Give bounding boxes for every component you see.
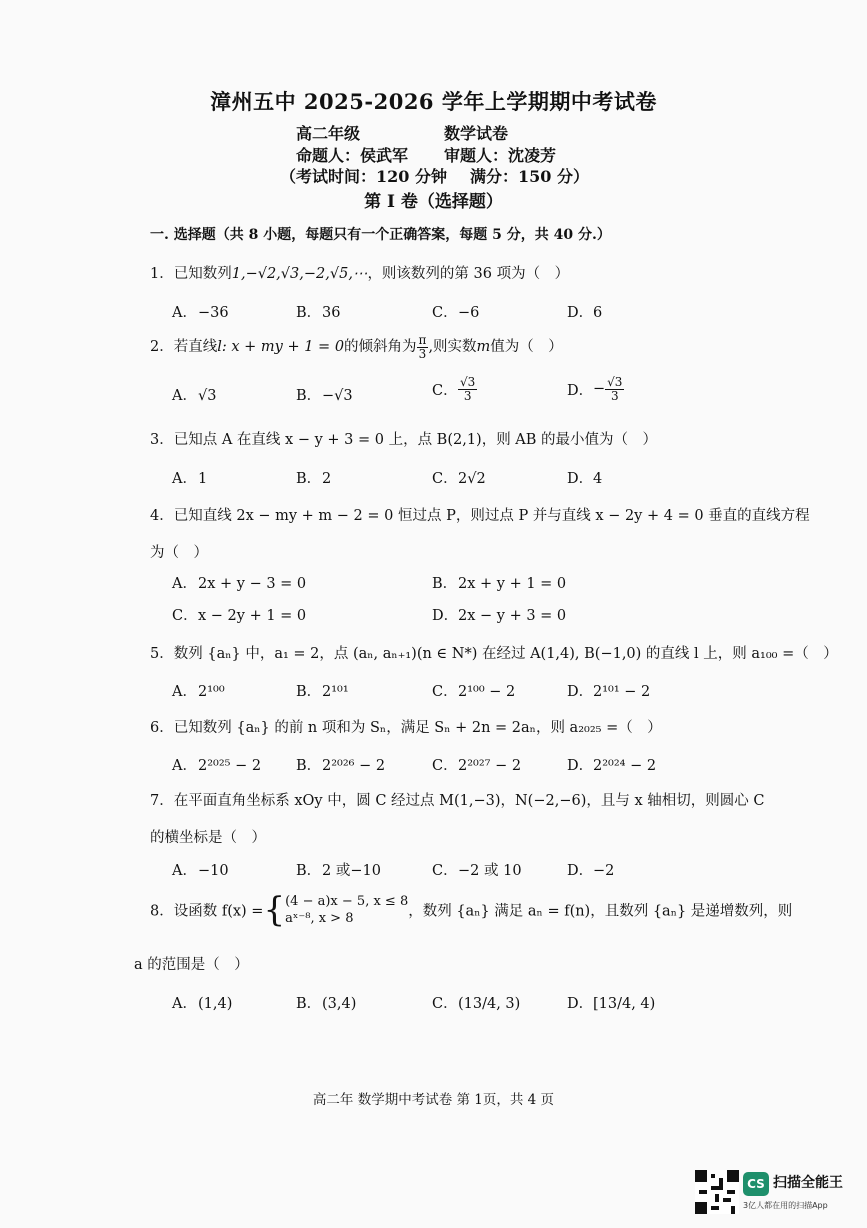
option-a[interactable]: A．√3 — [172, 388, 217, 404]
formula: 1,−√2,√3,−2,√5,⋯ — [231, 266, 368, 282]
option-c[interactable]: C． $\frac{√3}{3}$ — [432, 375, 476, 403]
option-a[interactable]: A．2²⁰²⁵ − 2 — [172, 758, 262, 774]
question-4: 4．已知直线 2x − my + m − 2 = 0 恒过点 P，则过点 P 并与直线 x − 2y + 4 = 0 垂直的直线方程 — [150, 508, 810, 524]
question-7: 7．在平面直角坐标系 xOy 中，圆 C 经过点 M(1,−3)，N(−2,−6)，且与 x 轴相切，则圆心 C — [150, 793, 765, 809]
option-c[interactable]: C．(13/4, 3) — [432, 996, 521, 1012]
question-8-cont: a 的范围是（ ） — [134, 957, 249, 973]
option-b[interactable]: B．−√3 — [296, 388, 353, 404]
option-d[interactable]: D．2x − y + 3 = 0 — [432, 608, 567, 624]
fraction: $\frac{\pi}{3}$ — [418, 333, 427, 361]
option-a[interactable]: A．−36 — [172, 305, 229, 321]
exam-title: 漳州五中 2025-2026 学年上学期期中考试卷 — [210, 89, 657, 114]
watermark-name: 扫描全能王 — [773, 1175, 843, 1191]
option-c[interactable]: C．2²⁰²⁷ − 2 — [432, 758, 522, 774]
option-a[interactable]: A．2¹⁰⁰ — [172, 684, 225, 700]
option-d[interactable]: D．− $\frac{√3}{3}$ — [567, 375, 623, 403]
option-a[interactable]: A．1 — [172, 471, 208, 487]
question-5: 5．数列 {aₙ} 中，a₁ = 2，点 (aₙ, aₙ₊₁)(n ∈ N*) 在经过 A(1,4), B(−1,0) 的直线 l 上，则 a₁₀₀ =（ ） — [150, 646, 838, 662]
question-1 — [150, 262, 569, 283]
option-a[interactable]: A．−10 — [172, 863, 229, 879]
option-d[interactable]: D．4 — [567, 471, 603, 487]
option-b[interactable]: B．2 或−10 — [296, 863, 381, 879]
full-score: 满分：150 分） — [470, 167, 589, 186]
piecewise-brace: { — [263, 890, 286, 930]
formula: l: x + my + 1 = 0 — [217, 339, 345, 356]
option-d[interactable]: D．[13/4, 4) — [567, 996, 656, 1012]
option-c[interactable]: C．−6 — [432, 305, 480, 321]
subject-label: 数学试卷 — [444, 124, 509, 143]
exam-time: （考试时间：120 分钟 — [280, 167, 447, 186]
question-text: 已知数列 — [173, 266, 232, 282]
grade-label: 高二年级 — [296, 124, 361, 143]
option-c[interactable]: C．2√2 — [432, 471, 486, 487]
option-c[interactable]: C．x − 2y + 1 = 0 — [172, 608, 307, 624]
option-d[interactable]: D．−2 — [567, 863, 615, 879]
option-d[interactable]: D．2¹⁰¹ − 2 — [567, 684, 651, 700]
option-b[interactable]: B．36 — [296, 305, 341, 321]
page-footer: 高二年 数学期中考试卷 第 1页，共 4 页 — [312, 1092, 555, 1108]
question-3: 3．已知点 A 在直线 x − y + 3 = 0 上，点 B(2,1)，则 AB 的最小值为（ ） — [150, 432, 658, 448]
question-text: ，则该数列的第 36 项为（ ） — [367, 266, 570, 282]
option-b[interactable]: B．2x + y + 1 = 0 — [432, 576, 567, 592]
option-b[interactable]: B．2¹⁰¹ — [296, 684, 349, 700]
watermark-tagline: 3亿人都在用的扫描App — [743, 1201, 828, 1210]
piecewise-cases: (4 − a)x − 5, x ≤ 8 aˣ⁻⁸, x > 8 — [285, 894, 409, 926]
question-6: 6．已知数列 {aₙ} 的前 n 项和为 Sₙ，满足 Sₙ + 2n = 2aₙ，则 a₂₀₂₅ =（ ） — [150, 720, 662, 736]
section-title: 第 I 卷（选择题） — [364, 192, 503, 212]
camscanner-logo: CS — [743, 1172, 769, 1196]
option-d[interactable]: D．2²⁰²⁴ − 2 — [567, 758, 657, 774]
fraction: $\frac{√3}{3}$ — [460, 375, 476, 403]
question-4-cont: 为（ ） — [150, 545, 208, 561]
option-c[interactable]: C．2¹⁰⁰ − 2 — [432, 684, 516, 700]
option-b[interactable]: B．(3,4) — [296, 996, 357, 1012]
question-number: 1． — [150, 266, 174, 282]
part-instructions: 一. 选择题（共 8 小题，每题只有一个正确答案，每题 5 分，共 40 分.） — [150, 227, 611, 243]
question-8: 8．设函数 f(x) ={ (4 − a)x − 5, x ≤ 8 aˣ⁻⁸, x > 8 ，数列 {aₙ} 满足 aₙ = f(n)，且数列 {aₙ} 是递增数列，则 — [150, 890, 793, 930]
option-d[interactable]: D．6 — [567, 305, 603, 321]
question-2: 2．若直线l: x + my + 1 = 0的倾斜角为 $\frac{\pi}{3}$ ,则实数m值为（ ） — [150, 333, 563, 361]
option-b[interactable]: B．2²⁰²⁶ − 2 — [296, 758, 386, 774]
option-b[interactable]: B．2 — [296, 471, 332, 487]
reviewer-label: 审题人：沈凌芳 — [444, 146, 557, 165]
option-a[interactable]: A．2x + y − 3 = 0 — [172, 576, 307, 592]
author-label: 命题人：侯武军 — [296, 146, 409, 165]
qr-code-icon — [695, 1170, 739, 1214]
option-a[interactable]: A．(1,4) — [172, 996, 233, 1012]
option-c[interactable]: C．−2 或 10 — [432, 863, 522, 879]
question-7-cont: 的横坐标是（ ） — [150, 830, 266, 846]
fraction: − $\frac{√3}{3}$ — [593, 375, 623, 403]
